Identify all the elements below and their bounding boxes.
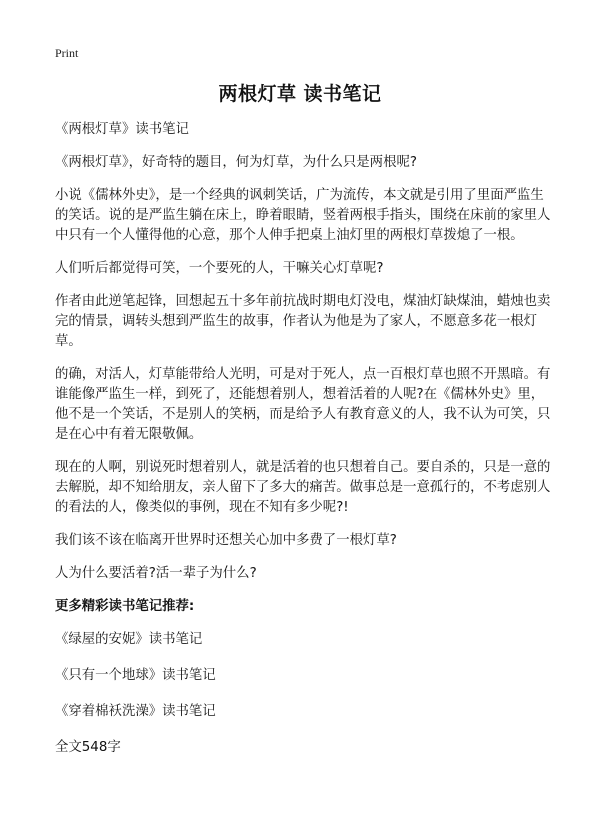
- recommend-link[interactable]: 《绿屋的安妮》读书笔记: [55, 632, 203, 647]
- word-count: 全文548字: [55, 740, 121, 755]
- page-title: 两根灯草 读书笔记: [218, 83, 382, 105]
- recommend-heading: 更多精彩读书笔记推荐:: [55, 599, 195, 614]
- article-paragraph: 的确，对活人，灯草能带给人光明，可是对于死人，点一百根灯草也照不开黑暗。有谁能像严监生一样，到死了，还能想着别人，想着活着的人呢?在《儒林外史》里，他不是一个笑话，不是别人的笑柄，而是给予人有教育意义的人，我不认为可笑，只是在心中有着无限敬佩。: [55, 367, 551, 442]
- recommend-link[interactable]: 《穿着棉袄洗澡》读书笔记: [55, 704, 216, 719]
- article-paragraph: 作者由此逆笔起锋，回想起五十多年前抗战时期电灯没电，煤油灯缺煤油，蜡烛也卖完的情景，调转头想到严监生的故事，作者认为他是为了家人，不愿意多花一根灯草。: [55, 294, 551, 349]
- article-paragraph: 人为什么要活着?活一辈子为什么?: [55, 566, 257, 581]
- recommend-link[interactable]: 《只有一个地球》读书笔记: [55, 668, 216, 683]
- article-body: [55, 120, 551, 758]
- article-paragraph: 小说《儒林外史》，是一个经典的讽刺笑话，广为流传，本文就是引用了里面严监生的笑话。说的是严监生躺在床上，睁着眼睛，竖着两根手指头，围绕在床前的家里人中只有一个人懂得他的心意，那个人伸手把桌上油灯里的两根灯草拨熄了一根。: [55, 188, 551, 243]
- article-paragraph: 《两根灯草》，好奇特的题目，何为灯草，为什么只是两根呢?: [55, 155, 417, 170]
- article-paragraph: 《两根灯草》读书笔记: [55, 122, 189, 137]
- article-paragraph: 我们该不该在临离开世界时还想关心加中多费了一根灯草?: [55, 533, 397, 548]
- article-paragraph: 人们听后都觉得可笑，一个要死的人，干嘛关心灯草呢?: [55, 261, 384, 276]
- print-link[interactable]: Print: [55, 46, 79, 60]
- article-paragraph: 现在的人啊，别说死时想着别人，就是活着的也只想着自己。要自杀的，只是一意的去解脱，却不知给朋友，亲人留下了多大的痛苦。做事总是一意孤行的，不考虑别人的看法的人，像类似的事例，现在不知有多少呢?!: [55, 460, 551, 515]
